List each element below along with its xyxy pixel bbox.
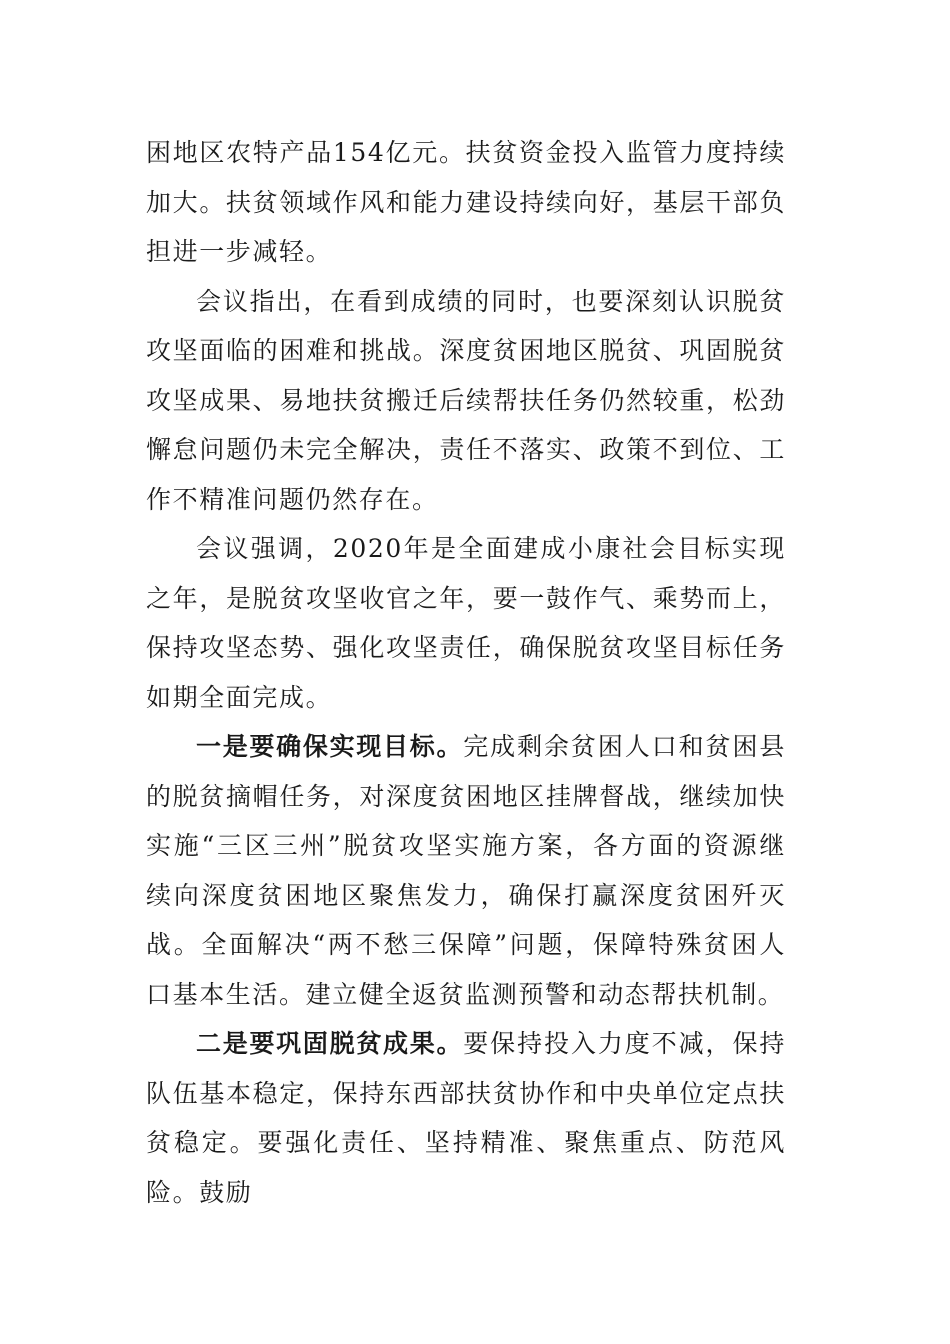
paragraph-5 [146,1019,786,1217]
document-body [146,128,786,1217]
paragraph-1 [146,128,786,277]
paragraph-4-lead: 一是要确保实现目标。 [196,732,464,761]
paragraph-1-text: 困地区农特产品154亿元。扶贫资金投入监管力度持续加大。扶贫领域作风和能力建设持续向好，基层干部负担进一步减轻。 [146,138,786,266]
paragraph-3-text: 会议强调，2020年是全面建成小康社会目标实现之年，是脱贫攻坚收官之年，要一鼓作气、乘势而上，保持攻坚态势、强化攻坚责任，确保脱贫攻坚目标任务如期全面完成。 [146,534,786,712]
paragraph-4-text: 完成剩余贫困人口和贫困县的脱贫摘帽任务，对深度贫困地区挂牌督战，继续加快实施“三区三州”脱贫攻坚实施方案，各方面的资源继续向深度贫困地区聚焦发力，确保打赢深度贫困歼灭战。全面解决“两不愁三保障”问题，保障特殊贫困人口基本生活。建立健全返贫监测预警和动态帮扶机制。 [146,732,786,1009]
paragraph-5-lead: 二是要巩固脱贫成果。 [196,1029,464,1058]
paragraph-2-text: 会议指出，在看到成绩的同时，也要深刻认识脱贫攻坚面临的困难和挑战。深度贫困地区脱贫、巩固脱贫攻坚成果、易地扶贫搬迁后续帮扶任务仍然较重，松劲懈怠问题仍未完全解决，责任不落实、政策不到位、工作不精准问题仍然存在。 [146,286,786,514]
paragraph-5-text: 要保持投入力度不减，保持队伍基本稳定，保持东西部扶贫协作和中央单位定点扶贫稳定。要强化责任、坚持精准、聚焦重点、防范风险。鼓励 [146,1029,786,1207]
paragraph-4 [146,722,786,1019]
paragraph-2 [146,277,786,525]
paragraph-3 [146,524,786,722]
